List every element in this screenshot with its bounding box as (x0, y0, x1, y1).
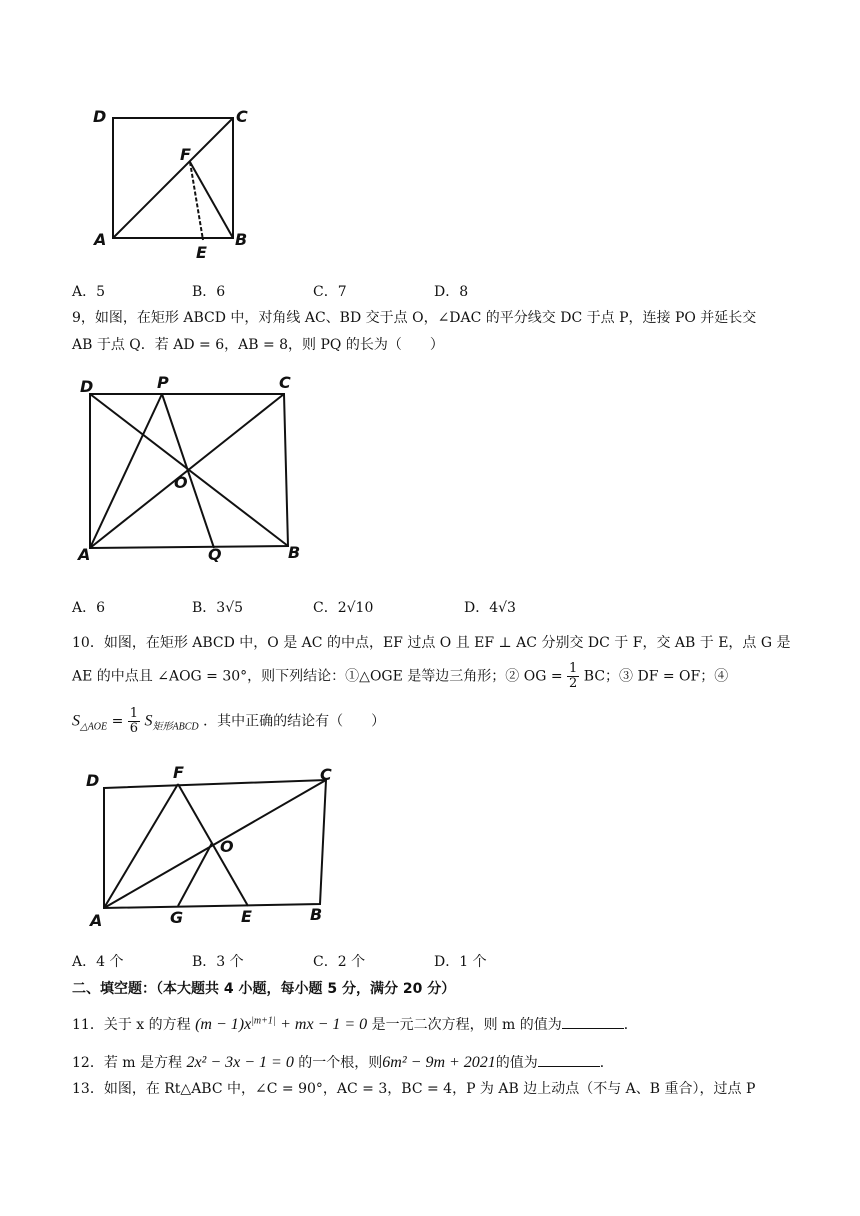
q10-line-2-b: BC；③ DF = OF；④ (583, 668, 729, 685)
q8-label-a: A (94, 230, 107, 249)
q10-s2: S (144, 712, 153, 730)
q10-s1-sub: △AOE (80, 721, 108, 733)
q12-middle: 的一个根，则 (298, 1055, 383, 1071)
q8-label-d: D (93, 107, 107, 126)
q12-answer-blank[interactable] (538, 1054, 600, 1067)
q10-label-e: E (241, 907, 252, 926)
q8-label-e: E (196, 243, 207, 262)
q11-answer-blank[interactable] (562, 1016, 624, 1029)
q10-label-o: O (220, 837, 234, 856)
q10-label-c: C (320, 765, 332, 784)
q10-eq: = (111, 713, 124, 730)
q9-label-a: A (78, 545, 91, 564)
q10-option-c[interactable]: C．2 个 (313, 954, 366, 970)
q10-frac-denominator: 2 (569, 676, 578, 691)
q10-s2-sub: 矩形ABCD (152, 721, 199, 733)
q10-option-d[interactable]: D．1 个 (434, 954, 487, 970)
q11-equation-tail: + mx − 1 = 0 (280, 1016, 368, 1033)
q12-suffix: 的值为 (495, 1055, 538, 1071)
q10-s1: S (72, 712, 80, 730)
q10-label-b: B (310, 905, 323, 924)
q9-label-c: C (279, 373, 291, 392)
q10-option-a[interactable]: A．4 个 (72, 954, 124, 970)
q12-expression: 6m² − 9m + 2021 (382, 1054, 496, 1071)
q11-exponent: |m+1| (251, 1015, 276, 1027)
q10-line-2 (72, 662, 728, 691)
q10-line-1: 10．如图，在矩形 ABCD 中，O 是 AC 的中点，EF 过点 O 且 EF ⊥ AC 分别交 DC 于 F，交 AB 于 E，点 G 是 (72, 635, 791, 651)
q10-label-g: G (170, 908, 184, 927)
q10-line-3-tail: ．其中正确的结论有（ ） (203, 713, 386, 730)
q12-equation: 2x² − 3x − 1 = 0 (186, 1054, 294, 1071)
q12-end: ． (599, 1055, 614, 1071)
q10-line-3 (72, 707, 385, 736)
q9-figure (74, 368, 314, 568)
q9-line-2: AB 于点 Q．若 AD = 6，AB = 8，则 PQ 的长为（ ） (72, 337, 444, 353)
q11-prefix: 11．关于 x 的方程 (72, 1017, 191, 1033)
q10-label-a: A (90, 911, 103, 930)
q9-label-p: P (157, 373, 169, 392)
q9-label-q: Q (208, 545, 222, 564)
q8-label-b: B (235, 230, 248, 249)
q8-option-c[interactable]: C．7 (313, 284, 347, 300)
q9-option-a[interactable]: A．6 (72, 600, 106, 616)
q10-frac-numerator: 1 (569, 661, 578, 676)
q9-label-d: D (80, 377, 94, 396)
q8-option-b[interactable]: B．6 (192, 284, 226, 300)
q8-figure (88, 100, 258, 262)
q10-frac2-denominator: 6 (129, 721, 139, 736)
section-2-heading: 二、填空题：（本大题共 4 小题，每小题 5 分，满分 20 分） (72, 981, 456, 997)
q11-equation: (m − 1)x (195, 1016, 252, 1033)
q8-label-f: F (180, 145, 191, 164)
q9-label-o: O (174, 473, 188, 492)
q9-option-c[interactable]: C．2√10 (313, 600, 374, 616)
q10-figure (78, 758, 348, 930)
q9-option-d[interactable]: D．4√3 (464, 600, 516, 616)
q11-suffix: 是一元二次方程，则 m 的值为 (371, 1017, 562, 1033)
q8-option-a[interactable]: A．5 (72, 284, 106, 300)
q10-frac2-numerator: 1 (129, 706, 139, 721)
q10-option-b[interactable]: B．3 个 (192, 954, 244, 970)
q9-line-1: 9，如图，在矩形 ABCD 中，对角线 AC、BD 交于点 O，∠DAC 的平分线交 DC 于点 P，连接 PO 并延长交 (72, 310, 757, 326)
q11-end: ． (623, 1017, 638, 1033)
q8-label-c: C (236, 107, 248, 126)
q8-option-d[interactable]: D．8 (434, 284, 469, 300)
q10-label-f: F (173, 763, 184, 782)
q9-label-b: B (288, 543, 301, 562)
q9-option-b[interactable]: B．3√5 (192, 600, 244, 616)
q12-prefix: 12．若 m 是方程 (72, 1055, 182, 1071)
q13-line-1: 13．如图，在 Rt△ABC 中，∠C = 90°，AC = 3，BC = 4，P 为 AB 边上动点（不与 A、B 重合），过点 P (72, 1081, 756, 1097)
q12-line (72, 1052, 614, 1072)
q11-line (72, 1014, 638, 1034)
q10-fraction-sixth (128, 707, 140, 736)
q10-label-d: D (86, 771, 100, 790)
q10-fraction-half (567, 662, 579, 691)
q10-line-2-a: AE 的中点且 ∠AOG = 30°，则下列结论：①△OGE 是等边三角形；② OG = (72, 668, 563, 685)
